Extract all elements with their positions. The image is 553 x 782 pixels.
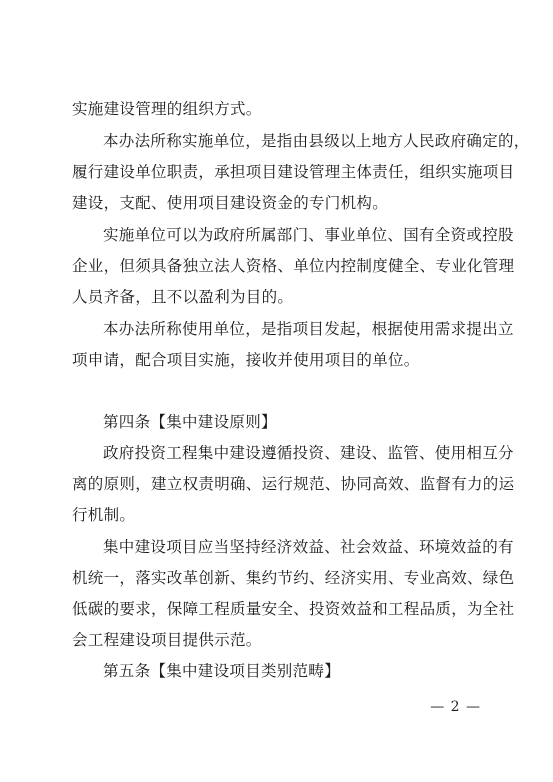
text-line: 实施建设管理的组织方式。 [72,100,262,118]
text-line: 人员齐备，且不以盈利为目的。 [72,288,294,306]
text-line: 离的原则，建立权责明确、运行规范、协同高效、监督有力的运 [72,475,515,493]
text-line: 行机制。 [72,506,136,524]
text-line: 政府投资工程集中建设遵循投资、建设、监管、使用相互分 [103,444,514,462]
text-line: 履行建设单位职责，承担项目建设管理主体责任，组织实施项目 [72,163,515,181]
text-line: 实施单位可以为政府所属部门、事业单位、国有全资或控股 [103,226,514,244]
text-line: 建设，支配、使用项目建设资金的专门机构。 [72,194,389,212]
text-line: 本办法所称使用单位，是指项目发起，根据使用需求提出立 [103,320,514,338]
text-line: 集中建设项目应当坚持经济效益、社会效益、环境效益的有 [103,538,514,556]
text-line: 会工程建设项目提供示范。 [72,631,262,649]
section-heading: 第五条【集中建设项目类别范畴】 [103,662,341,680]
text-line: 本办法所称实施单位，是指由县级以上地方人民政府确定的， [103,132,530,150]
text-line: 项申请，配合项目实施，接收并使用项目的单位。 [72,351,420,369]
page-number: — 2 — [430,699,481,715]
text-line: 低碳的要求，保障工程质量安全、投资效益和工程品质，为全社 [72,600,515,618]
text-line: 企业，但须具备独立法人资格、单位内控制度健全、专业化管理 [72,257,515,275]
text-line: 机统一，落实改革创新、集约节约、经济实用、专业高效、绿色 [72,569,515,587]
section-heading: 第四条【集中建设原则】 [103,413,277,431]
